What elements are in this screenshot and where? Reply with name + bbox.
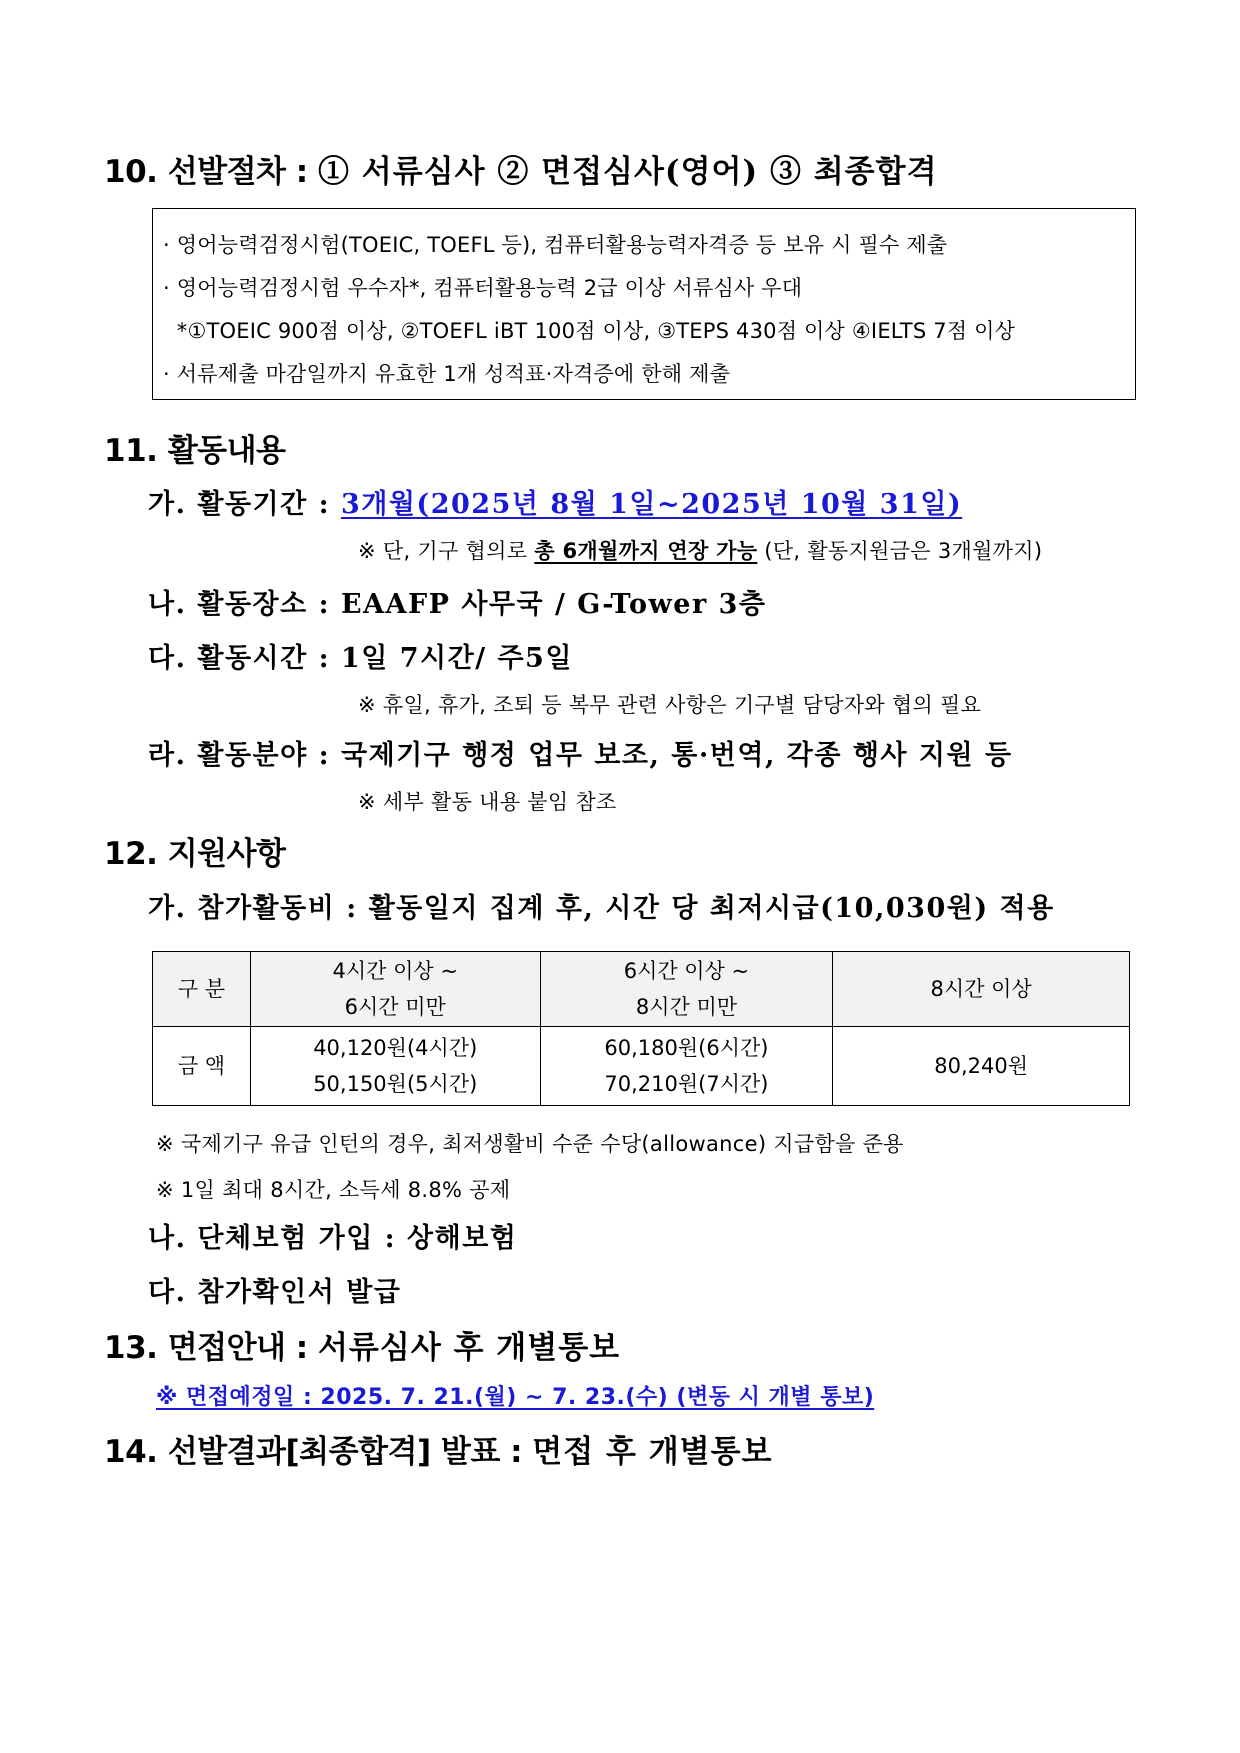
activity-field-note: ※ 세부 활동 내용 붙임 참조 [358,790,617,814]
table-cell [250,1027,540,1106]
box-line-3: *①TOEIC 900점 이상, ②TOEFL iBT 100점 이상, ③TEPS 430점 이상 ④IELTS 7점 이상 [163,319,1016,343]
box-line-4: · 서류제출 마감일까지 유효한 1개 성적표·자격증에 한해 제출 [163,362,731,386]
section-13-label: 13. 면접안내 : [104,1330,308,1366]
table-header-cell: 8시간 이상 [833,952,1130,1027]
table-cell [540,1027,833,1106]
section-13-value: 서류심사 후 개별통보 [317,1330,621,1366]
table-row [153,1027,1130,1106]
table-header-cell: 구 분 [153,952,251,1027]
section-11-heading: 11. 활동내용 [104,433,286,469]
activity-allowance-label: 가. 참가활동비 : [148,893,358,924]
section-10-label: 10. 선발절차 : [104,154,308,190]
period-note-pre: ※ 단, 기구 협의로 [358,539,535,563]
activity-place [148,582,766,621]
period-note-bold: 총 6개월까지 연장 가능 [534,539,758,563]
activity-place-label: 나. 활동장소 : [148,589,331,620]
activity-time-label: 다. 활동시간 : [148,643,331,674]
header-4h-line1: 4시간 이상 ~ [332,959,458,983]
table-cell: 80,240원 [833,1027,1130,1106]
activity-allowance-value: 활동일지 집계 후, 시간 당 최저시급(10,030원) 적용 [368,893,1055,924]
activity-allowance [148,886,1055,925]
period-note-post: (단, 활동지원금은 3개월까지) [757,539,1043,563]
allowance-note-2: ※ 1일 최대 8시간, 소득세 8.8% 공제 [156,1178,511,1202]
header-4h-line2: 6시간 미만 [344,995,446,1019]
table-header-cell [540,952,833,1027]
amount-7h: 70,210원(7시간) [604,1072,769,1096]
header-6h-line2: 8시간 미만 [635,995,738,1019]
allowance-table [152,951,1130,1106]
box-line-1: · 영어능력검정시험(TOEIC, TOEFL 등), 컴퓨터활용능력자격증 등 보유 시 필수 제출 [163,233,948,257]
participation-certificate: 다. 참가확인서 발급 [148,1277,402,1308]
section-14-value: 면접 후 개별통보 [532,1434,773,1470]
activity-time [148,636,573,675]
section-14-heading [104,1426,773,1471]
activity-period-note [358,535,1042,565]
table-cell: 금 액 [153,1027,251,1106]
activity-time-value: 1일 7시간/ 주5일 [340,643,573,674]
section-10-heading [104,146,938,191]
amount-5h: 50,150원(5시간) [313,1072,478,1096]
amount-4h: 40,120원(4시간) [313,1036,478,1060]
section-14-label: 14. 선발결과[최종합격] 발표 : [104,1434,522,1470]
activity-place-value: EAAFP 사무국 / G-Tower 3층 [340,589,767,620]
activity-time-note: ※ 휴일, 휴가, 조퇴 등 복무 관련 사항은 기구별 담당자와 협의 필요 [358,693,982,717]
activity-period-label: 가. 활동기간 : [148,489,331,520]
activity-period-value: 3개월(2025년 8월 1일~2025년 10월 31일) [340,489,963,520]
box-line-2: · 영어능력검정시험 우수자*, 컴퓨터활용능력 2급 이상 서류심사 우대 [163,276,803,300]
header-6h-line1: 6시간 이상 ~ [623,959,750,983]
activity-field-value: 국제기구 행정 업무 보조, 통·번역, 각종 행사 지원 등 [340,740,1013,771]
table-header-row [153,952,1130,1027]
selection-notice-box [152,208,1136,400]
section-12-heading: 12. 지원사항 [104,836,286,872]
interview-date-note: ※ 면접예정일 : 2025. 7. 21.(월) ~ 7. 23.(수) (변동 시 개별 통보) [156,1385,875,1410]
section-13-heading [104,1322,620,1367]
section-10-value: ① 서류심사 ② 면접심사(영어) ③ 최종합격 [317,154,938,190]
table-header-cell [250,952,540,1027]
activity-period [148,482,962,521]
amount-6h: 60,180원(6시간) [604,1036,769,1060]
activity-field [148,733,1013,772]
activity-field-label: 라. 활동분야 : [148,740,331,771]
group-insurance: 나. 단체보험 가입 : 상해보험 [148,1223,518,1254]
allowance-note-1: ※ 국제기구 유급 인턴의 경우, 최저생활비 수준 수당(allowance) 지급함을 준용 [156,1132,904,1156]
